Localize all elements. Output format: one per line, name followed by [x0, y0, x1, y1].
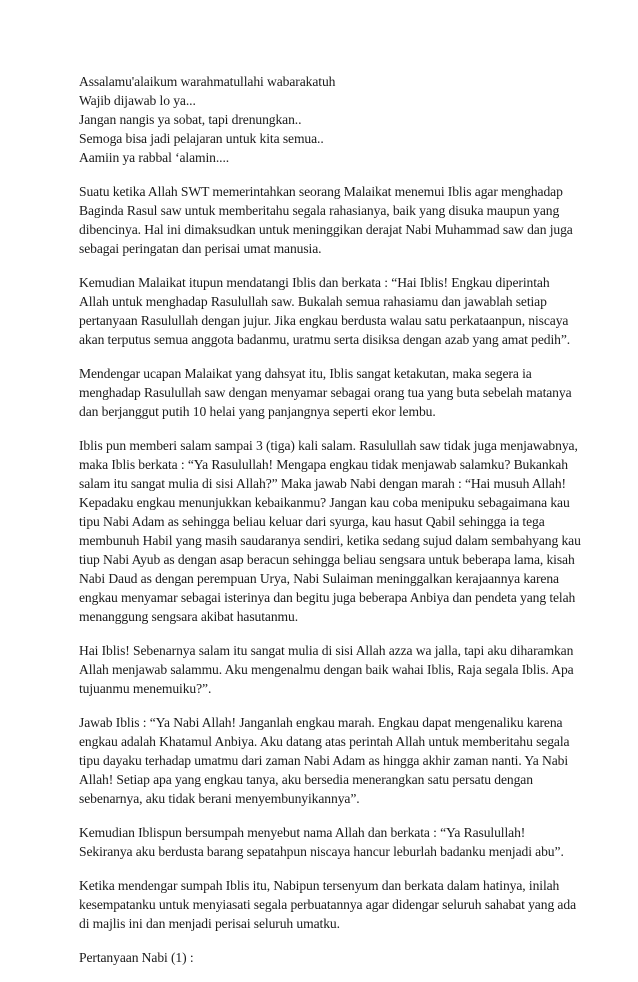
paragraph-oath	[79, 823, 567, 861]
text-line: engkau adalah Khatamul Anbiya. Aku datang atas perintah Allah untuk memberitahu segala	[79, 734, 570, 749]
text-line: Ketika mendengar sumpah Iblis itu, Nabipun tersenyum dan berkata dalam hatinya, inilah	[79, 878, 560, 893]
text-line: tipu dayaku terhadap umatmu dari zaman Nabi Adam as hingga akhir zaman nanti. Ya Nabi	[79, 753, 569, 768]
paragraph-greeting	[79, 72, 567, 167]
text-line: tujuanmu menemuiku?”.	[79, 681, 212, 696]
text-line: di majlis ini dan menjadi perisai seluruh umatku.	[79, 916, 340, 931]
text-line: tiup Nabi Ayub as dengan asap beracun sehingga beliau sengsara untuk beberapa lama, kisah	[79, 552, 575, 567]
document-page	[79, 72, 581, 982]
text-line: sebagai peringatan dan perisai umat manusia.	[79, 241, 322, 256]
text-line: Wajib dijawab lo ya...	[79, 93, 196, 108]
text-line: engkau menyamar sebagai isterinya dan begitu juga beberapa Anbiya dan pendeta yang telah	[79, 590, 576, 605]
text-line: dibencinya. Hal ini dimaksudkan untuk meninggikan derajat Nabi Muhammad saw dan juga	[79, 222, 573, 237]
text-line: menanggung sengsara akibat hasutanmu.	[79, 609, 299, 624]
text-line: Allah! Setiap apa yang engkau tanya, aku bersedia menerangkan satu persatu dengan	[79, 772, 533, 787]
text-line: Sekiranya aku berdusta barang sepatahpun niscaya hancur leburlah badanku menjadi abu”.	[79, 844, 564, 859]
text-line: Semoga bisa jadi pelajaran untuk kita semua..	[79, 131, 324, 146]
paragraph-question-1	[79, 948, 567, 967]
text-line: dan berjanggut putih 10 helai yang panjangnya seperti ekor lembu.	[79, 404, 436, 419]
text-line: Allah untuk menghadap Rasulullah saw. Bukalah semua rahasiamu dan jawablah setiap	[79, 294, 547, 309]
text-line: Iblis pun memberi salam sampai 3 (tiga) kali salam. Rasulullah saw tidak juga menjawabnya,	[79, 438, 578, 453]
text-line: Hai Iblis! Sebenarnya salam itu sangat mulia di sisi Allah azza wa jalla, tapi aku diharamkan	[79, 643, 574, 658]
text-line: Baginda Rasul saw untuk memberitahu segala rahasianya, baik yang disuka maupun yang	[79, 203, 560, 218]
text-line: Suatu ketika Allah SWT memerintahkan seorang Malaikat menemui Iblis agar menghadap	[79, 184, 563, 199]
paragraph-intro	[79, 182, 573, 258]
text-line: salam itu sangat mulia di sisi Allah?” Maka jawab Nabi dengan marah : “Hai musuh Allah!	[79, 476, 566, 491]
text-line: Aamiin ya rabbal ‘alamin....	[79, 150, 230, 165]
paragraph-iblis-answer	[79, 713, 570, 808]
text-line: kesempatanku untuk menyiasati segala perbuatannya agar didengar seluruh sahabat yang ada	[79, 897, 576, 912]
text-line: Jangan nangis ya sobat, tapi drenungkan..	[79, 112, 302, 127]
text-line: menghadap Rasulullah saw dengan menyamar sebagai orang tua yang buta sebelah matanya	[79, 385, 572, 400]
text-line: sebenarnya, aku tidak berani menyembunyikannya”.	[79, 791, 360, 806]
text-line: Allah menjawab salammu. Aku mengenalmu dengan baik wahai Iblis, Raja segala Iblis. Apa	[79, 662, 574, 677]
paragraph-angel-visit	[79, 273, 571, 349]
text-line: Pertanyaan Nabi (1) :	[79, 950, 194, 965]
text-line: maka Iblis berkata : “Ya Rasulullah! Mengapa engkau tidak menjawab salamku? Bukankah	[79, 457, 568, 472]
text-line: Assalamu'alaikum warahmatullahi wabarakatuh	[79, 74, 336, 89]
text-line: tipu Nabi Adam as sehingga beliau keluar dari syurga, kau hasut Qabil sehingga ia tega	[79, 514, 545, 529]
text-line: Nabi Daud as dengan perempuan Urya, Nabi Sulaiman meninggalkan kerajaannya karena	[79, 571, 559, 586]
paragraph-salam	[79, 436, 581, 626]
paragraph-iblis-afraid	[79, 364, 572, 421]
text-line: membunuh Habil yang masih saudaranya sendiri, ketika sedang sujud dalam sembahyang kau	[79, 533, 581, 548]
text-line: pertanyaan Rasulullah dengan jujur. Jika engkau berdusta walau satu perkataanpun, niscaya	[79, 313, 569, 328]
text-line: Kemudian Malaikat itupun mendatangi Iblis dan berkata : “Hai Iblis! Engkau diperintah	[79, 275, 550, 290]
text-line: akan terputus semua anggota badanmu, uratmu serta disiksa dengan azab yang amat pedih”.	[79, 332, 571, 347]
text-line: Mendengar ucapan Malaikat yang dahsyat itu, Iblis sangat ketakutan, maka segera ia	[79, 366, 532, 381]
paragraph-nabi-smile	[79, 876, 576, 933]
text-line: Kepadaku engkau menunjukkan kebaikanmu? Jangan kau coba menipuku sebagaimana kau	[79, 495, 570, 510]
paragraph-iblis-reply	[79, 641, 574, 698]
text-line: Jawab Iblis : “Ya Nabi Allah! Janganlah engkau marah. Engkau dapat mengenaliku karena	[79, 715, 563, 730]
text-line: Kemudian Iblispun bersumpah menyebut nama Allah dan berkata : “Ya Rasulullah!	[79, 825, 526, 840]
